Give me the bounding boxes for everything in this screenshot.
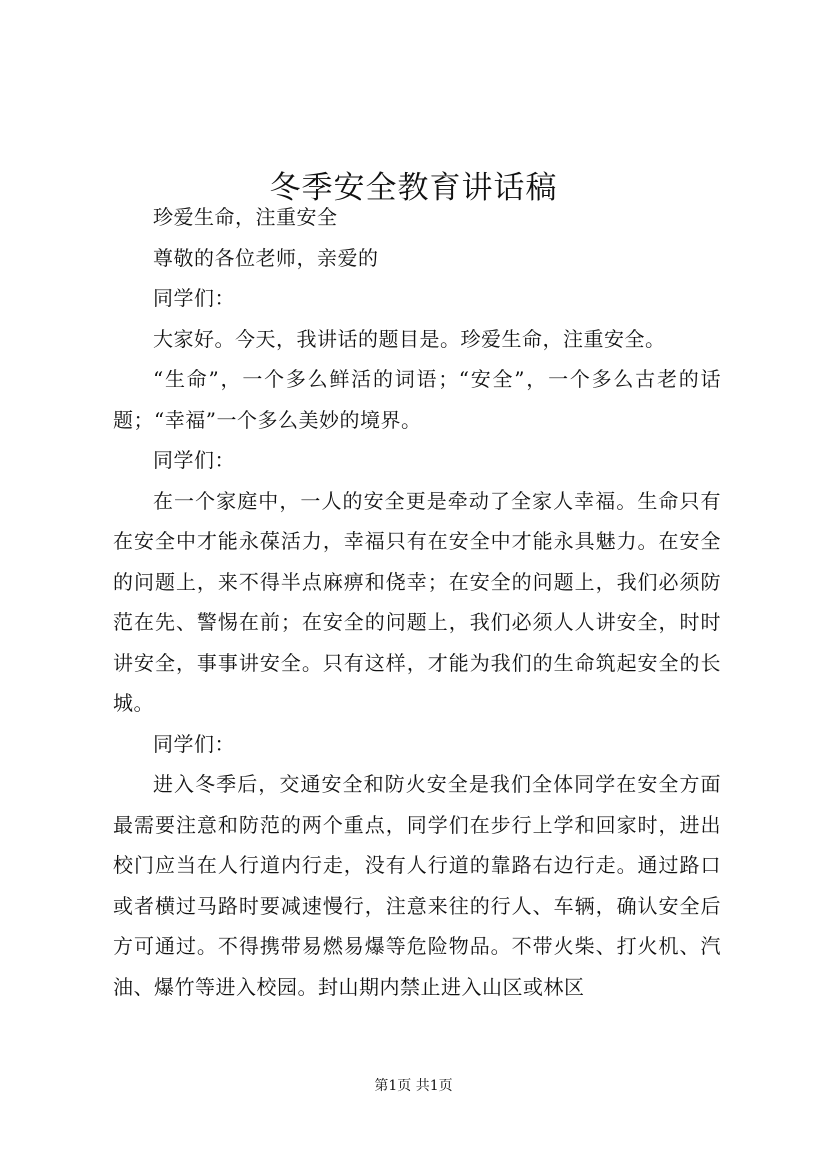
document-title: 冬季安全教育讲话稿 — [269, 169, 558, 206]
paragraph-theme: “生命”，一个多么鲜活的词语；“安全”，一个多么古老的话题；“幸福”一个多么美妙的境界。 — [113, 367, 721, 432]
paragraph-address: 同学们： — [153, 731, 235, 756]
paragraph-greeting: 尊敬的各位老师，亲爱的 — [153, 245, 379, 270]
paragraph-intro: 大家好。今天，我讲话的题目是。珍爱生命，注重安全。 — [153, 326, 666, 351]
page-footer: 第1页 共1页 — [374, 1078, 453, 1094]
paragraph-subtitle: 珍爱生命，注重安全 — [153, 205, 338, 229]
paragraph-winter-safety: 进入冬季后，交通安全和防火安全是我们全体同学在安全方面最需要注意和防范的两个重点，同学们在步行上学和回家时，进出校门应当在人行道内行走，没有人行道的靠路右边行走。通过路口或者横过马路时要减速慢行，注意来往的行人、车辆，确认安全后方可通过。不得携带易燃易爆等危险物品。不带火柴、打火机、汽油、爆竹等进入校园。封山期内禁止进入山区或林区 — [113, 772, 721, 999]
paragraph-address: 同学们： — [153, 286, 235, 310]
paragraph-address: 同学们： — [153, 448, 235, 472]
paragraph-family-safety: 在一个家庭中，一人的安全更是牵动了全家人幸福。生命只有在安全中才能永葆活力，幸福只有在安全中才能永具魅力。在安全的问题上，来不得半点麻痹和侥幸；在安全的问题上，我们必须防范在先、警惕在前；在安全的问题上，我们必须人人讲安全，时时讲安全，事事讲安全。只有这样，才能为我们的生命筑起安全的长城。 — [113, 488, 721, 715]
document-body — [113, 197, 721, 1007]
